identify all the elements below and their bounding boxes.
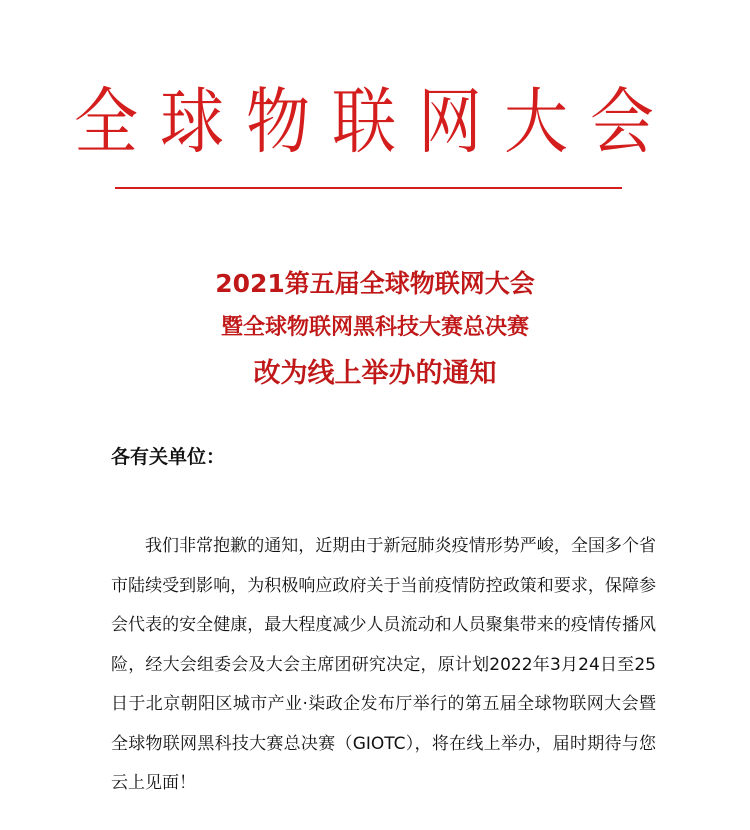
notice-title-line-2: 暨全球物联网黑科技大赛总决赛 bbox=[220, 315, 529, 340]
masthead-title: 全球物联网大会 bbox=[74, 81, 676, 165]
salutation: 各有关单位： bbox=[111, 446, 226, 468]
notice-title-line-3: 改为线上举办的通知 bbox=[253, 358, 497, 389]
notice-title-line-1: 2021第五届全球物联网大会 bbox=[215, 269, 535, 298]
masthead-divider bbox=[115, 187, 622, 189]
notice-body-paragraph: 我们非常抱歉的通知，近期由于新冠肺炎疫情形势严峻，全国多个省市陆续受到影响，为积极响应政府关于当前疫情防控政策和要求，保障参会代表的安全健康，最大程度减少人员流动和人员聚集带来的疫情传播风险，经大会组委会及大会主席团研究决定，原计划2022年3月24日至25日于北京朝阳区城市产业·柒政企发布厅举行的第五届全球物联网大会暨全球物联网黑科技大赛总决赛（GIOTC），将在线上举办，届时期待与您云上见面！ bbox=[111, 536, 656, 793]
